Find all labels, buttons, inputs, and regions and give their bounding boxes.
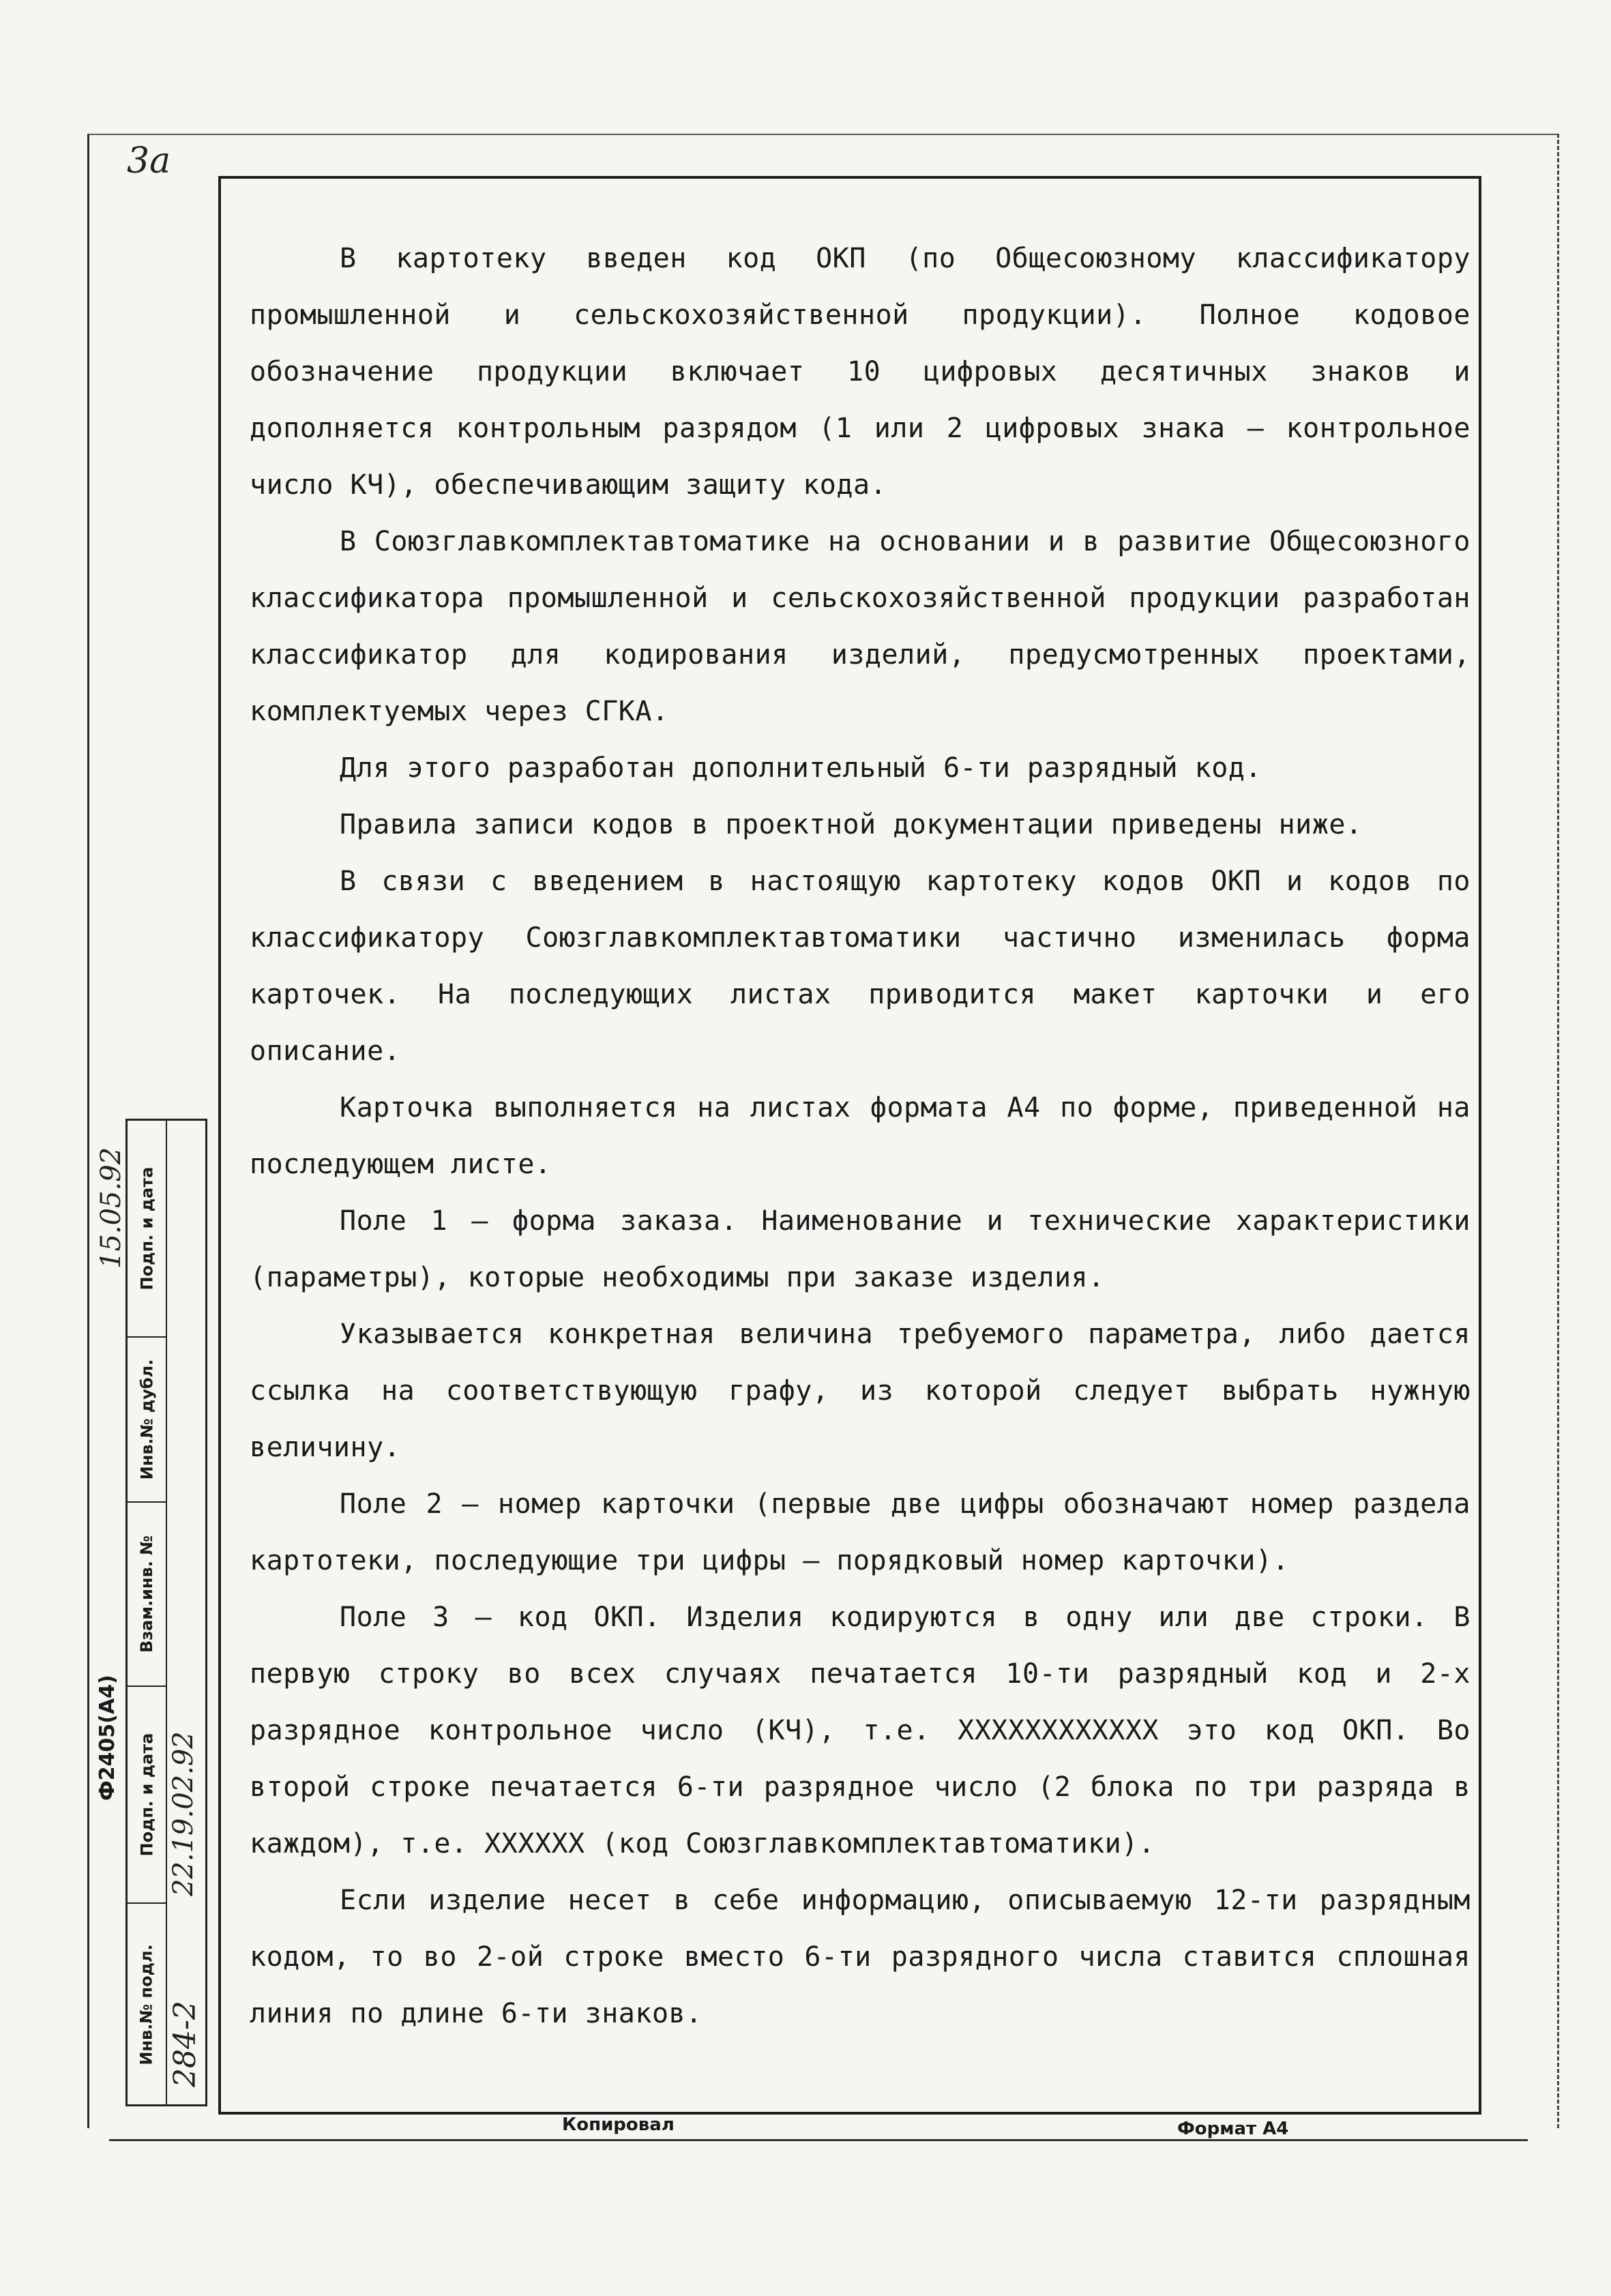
handwritten-inv-number: 284-2 xyxy=(168,2001,203,2087)
stamp-block xyxy=(125,1119,207,2106)
stamp-cell-sign-date-2 xyxy=(128,1121,166,1338)
handwritten-date: 15.05.92 xyxy=(95,1147,127,1269)
stamp-label: Подп. и дата xyxy=(137,1166,156,1291)
paragraph: Для этого разработан дополнительный 6-ти разрядный код. xyxy=(340,752,1262,784)
paragraph: Правила записи кодов в проектной документации приведены ниже. xyxy=(340,809,1363,840)
paragraph: Карточка выполняется на листах формата А4 по форме, приведенной на последующем листе. xyxy=(250,1092,1470,1180)
stamp-cell-replace-inv xyxy=(128,1503,166,1687)
stamp-label: Инв.№ подл. xyxy=(137,1944,157,2065)
paragraph: В связи с введением в настоящую картотеку кодов ОКП и кодов по классификатору Союзглавкомплектавтоматики частично изменилась форма карточек. На последующих листах приводится макет карточки и его описание. xyxy=(250,866,1470,1067)
paragraph: В картотеку введен код ОКП (по Общесоюзному классификатору промышленной и сельскохозяйственной продукции). Полное кодовое обозначение продукции включает 10 цифровых десятичных знаков и дополняется контрольным разрядом (1 или 2 цифровых знака – контрольное число КЧ), обеспечивающим защиту кода. xyxy=(250,243,1470,501)
paragraph: Поле 1 – форма заказа. Наименование и технические характеристики (параметры), которые необходимы при заказе изделия. xyxy=(250,1205,1470,1293)
stamp-label: Подп. и дата xyxy=(137,1733,156,1857)
paragraph: Если изделие несет в себе информацию, описываемую 12-ти разрядным кодом, то во 2-ой строке вместо 6-ти разрядного числа ставится сплошная линия по длине 6-ти знаков. xyxy=(250,1885,1470,2029)
stamp-cell-sign-date-1 xyxy=(128,1687,166,1904)
stamp-cell-inv-duplicate xyxy=(128,1338,166,1503)
copied-label: Копировал xyxy=(562,2115,675,2135)
document-code: Ф2405(А4) xyxy=(95,1675,119,1801)
format-label: Формат А4 xyxy=(1177,2119,1289,2139)
handwritten-date: 22.19.02.92 xyxy=(168,1731,199,1896)
bottom-rule xyxy=(109,2139,1528,2141)
stamp-divider xyxy=(166,1121,167,2104)
paragraph: Указывается конкретная величина требуемого параметра, либо дается ссылка на соответствующую графу, из которой следует выбрать нужную величину. xyxy=(250,1319,1470,1463)
paragraph: Поле 3 – код ОКП. Изделия кодируются в одну или две строки. В первую строку во всех случаях печатается 10-ти разрядный код и 2-х разрядное контрольное число (КЧ), т.е. XXXXXXXXXXXX это код ОКП. Во второй строке печатается 6-ти разрядное число (2 блока по три разряда в каждом), т.е. XXXXXX (код Союзглавкомплектавтоматики). xyxy=(250,1602,1470,1859)
stamp-label: Инв.№ дубл. xyxy=(137,1359,156,1480)
stamp-cell-inv-original xyxy=(128,1904,166,2106)
paragraph: В Союзглавкомплектавтоматике на основании и в развитие Общесоюзного классификатора промышленной и сельскохозяйственной продукции разработан классификатор для кодирования изделий, предусмотренных проектами, комплектуемых через СГКА. xyxy=(250,526,1470,727)
paragraph: Поле 2 – номер карточки (первые две цифры обозначают номер раздела картотеки, последующие три цифры – порядковый номер карточки). xyxy=(250,1488,1470,1576)
page-number: 3а xyxy=(127,141,171,181)
document-body xyxy=(250,231,1470,2042)
stamp-label: Взам.инв. № xyxy=(137,1535,157,1653)
